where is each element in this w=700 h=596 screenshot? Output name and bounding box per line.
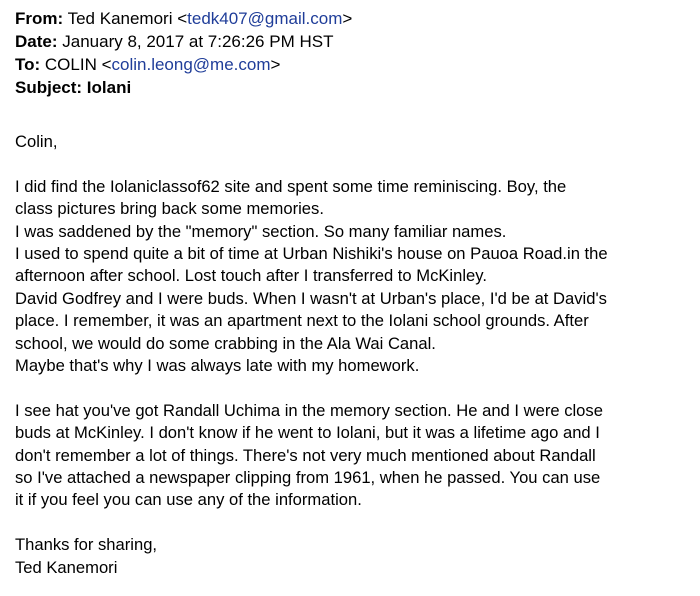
from-row [15, 7, 690, 30]
body-line: place. I remember, it was an apartment next to the Iolani school grounds. After [15, 311, 589, 331]
subject-label: Subject: [15, 78, 83, 97]
to-email-link[interactable]: colin.leong@me.com [111, 55, 271, 74]
body-line: school, we would do some crabbing in the Ala Wai Canal. [15, 333, 436, 353]
paragraph-2 [15, 400, 690, 512]
to-row [15, 53, 690, 76]
from-email-link[interactable]: tedk407@gmail.com [187, 9, 343, 28]
body-line: afternoon after school. Lost touch after I transferred to McKinley. [15, 266, 487, 286]
body-line: class pictures bring back some memories. [15, 199, 324, 219]
closing: Thanks for sharing, [15, 535, 158, 555]
from-label: From: [15, 9, 64, 28]
spacer [15, 153, 690, 175]
body-line: David Godfrey and I were buds. When I wasn't at Urban's place, I'd be at David's [15, 288, 607, 308]
body-line: don't remember a lot of things. There's not very much mentioned about Randall [15, 445, 596, 465]
paragraph-1 [15, 176, 690, 378]
body-line: I was saddened by the "memory" section. So many familiar names. [15, 221, 507, 241]
spacer [15, 512, 690, 534]
body-line: I used to spend quite a bit of time at Urban Nishiki's house on Pauoa Road.in the [15, 244, 608, 264]
body-line: Maybe that's why I was always late with my homework. [15, 356, 420, 376]
body-line: it if you feel you can use any of the information. [15, 490, 362, 510]
date-value: January 8, 2017 at 7:26:26 PM HST [62, 32, 334, 51]
signature: Ted Kanemori [15, 557, 118, 577]
body-line: so I've attached a newspaper clipping from 1961, when he passed. You can use [15, 468, 601, 488]
body-line: I see hat you've got Randall Uchima in the memory section. He and I were close [15, 400, 603, 420]
greeting: Colin, [15, 132, 58, 151]
body-line: I did find the Iolaniclassof62 site and spent some time reminiscing. Boy, the [15, 176, 567, 196]
subject-value: Iolani [86, 78, 132, 97]
date-row [15, 30, 690, 53]
to-name: COLIN < [44, 55, 112, 74]
body-line: buds at McKinley. I don't know if he went to Iolani, but it was a lifetime ago and I [15, 423, 600, 443]
date-label: Date: [15, 32, 58, 51]
from-name: Ted Kanemori < [67, 9, 188, 28]
email-body [15, 131, 690, 579]
subject-row [15, 76, 690, 99]
email-header [15, 7, 690, 99]
from-close: > [342, 9, 353, 28]
to-label: To: [15, 55, 41, 74]
spacer [15, 377, 690, 399]
to-close: > [270, 55, 281, 74]
